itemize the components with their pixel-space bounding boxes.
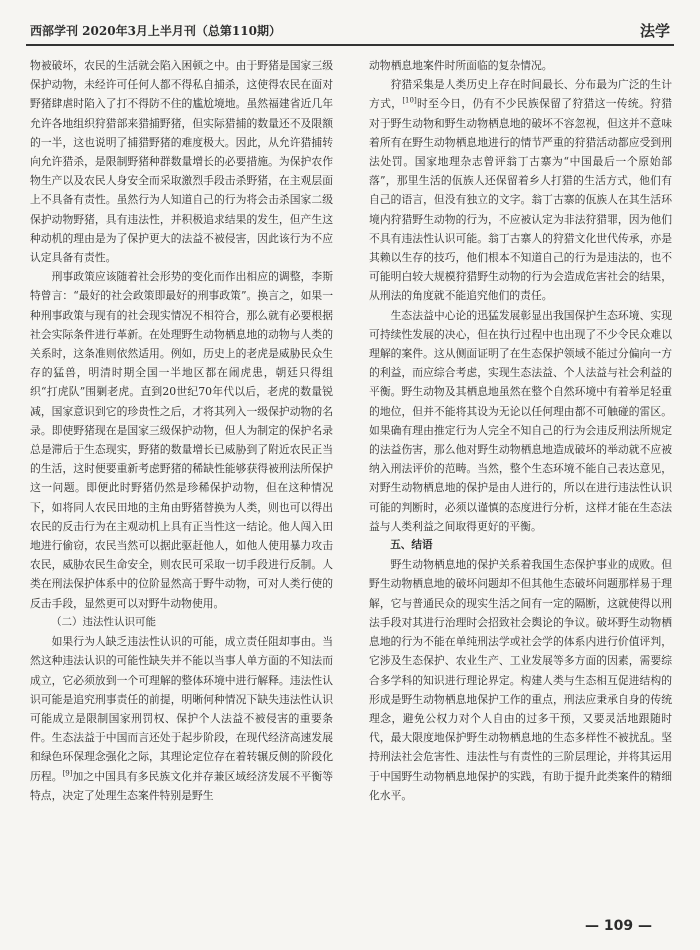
left-column [30,56,333,916]
paragraph [369,75,672,305]
paragraph-text: 时至今日，仍有不少民族保留了狩猎这一传统。狩猎对于野生动物和野生动物栖息地的破坏不容忽视，但这并不意味着所有在野生动物栖息地进行的情节严重的狩猎活动都应受到刑法处罚。国家地理杂志曾评翁丁古寨为“中国最后一个原始部落”，那里生活的佤族人还保留着乡人打猎的生活方式，他们有自己的语言，但没有独立的文字。翁丁古寨的佤族人在其生活环境内狩猎野生动物的行为，不应被认定为非法狩猎罪，因为他们不具有违法性认识可能。翁丁古寨人的狩猎文化世代传承，亦是其赖以生存的技巧，他们根本不知道自己的行为是违法的，也不可能明白较大规模狩猎野生动物的行为会造成危害社会的结果，从刑法的角度就不能追究他们的责任。 [369,97,672,303]
paragraph: 生态法益中心论的迅猛发展彰显出我国保护生态环境、实现可持续性发展的决心，但在执行过程中也出现了不少令民众难以理解的案件。这从侧面证明了在生态保护领域不能过分偏向一方的利益，而应综合考虑，实现生态法益、个人法益与社会利益的平衡。野生动物及其栖息地虽然在整个自然环境中有着举足轻重的地位，但并不能将其设为无论以任何理由都不可触碰的雷区。如果确有理由推定行为人完全不知自己的行为会违反刑法所规定的法益伤害，那么他对野生动物栖息地造成破坏的举动就不应被纳入刑法评价的范畴。当然，整个生态环境不能自己表达意见，对野生动物栖息地的保护是由人进行的，所以在进行违法性认识可能的判断时，必须以谨慎的态度进行分析，这样才能在生态法益与人类利益之间取得更好的平衡。 [369,308,672,533]
paragraph-text: 加之中国具有多民族文化并存兼区域经济发展不平衡等特点，决定了处理生态案件特别是野生 [30,769,333,802]
page-header [26,18,674,46]
paragraph: 刑事政策应该随着社会形势的变化而作出相应的调整，李斯特曾言：“最好的社会政策即最好的刑事政策”。换言之，如果一种刑事政策与现有的社会现实情况不相符合，那么就有必要根据社会实际条件进行革新。在处理野生动物栖息地的动物与人类的关系时，这条准则依然适用。例如，历史上的老虎是威胁民众生存的猛兽，明清时期全国一半地区都在闹虎患，朝廷只得组织“打虎队”围剿老虎。直到20世纪70年代以后，老虎的数量锐减，国家意识到它的珍贵性之后，才将其列入一级保护动物的名录。即使野猪现在是国家三级保护动物，但人为制定的保护名录总是滞后于生态现实，野猪的数量增长已威胁到了附近农民正当的生活，这时便要重新考虑野猪的稀缺性能够获得被刑法所保护这一问题。即便此时野猪仍然是珍稀保护动物，但在这种情况下，如将同人农民田地的主角由野猪替换为人类，则也可以得出农民的反击行为在主观动机上具有正当性这一结论。他人闯入田地进行偷窃，农民当然可以据此驱赶他人，如他人使用暴力攻击农民，威胁农民生命安全，则农民可采取一切手段进行反制。人类在刑法保护体系中的位阶显然高于野牛动物，可对人类行使的反击手段，显然更可以对野牛动物使用。 [30,270,333,610]
section-heading: 五、结语 [390,539,433,552]
page-number: — 109 — [585,918,652,934]
subsection-heading: （二）违法性认识可能 [51,615,156,628]
right-column [369,56,672,916]
section-label: 法学 [639,22,670,40]
paragraph-text: 狩猎采集是人类历史上存在时间最长、分布最为广泛的生计方式， [369,78,672,111]
footnote-ref: [9] [62,768,73,777]
footnote-ref: [10] [402,96,417,105]
paragraph: 物被破坏，农民的生活就会陷入困顿之中。由于野猪是国家三级保护动物，未经许可任何人都不得私自捕杀，这使得农民在面对野猪肆虐时陷入了打不得防不住的尴尬境地。虽然福建省近几年允许各地组织狩猎部来猎捕野猪，但实际猎捕的数量还不及限额的一半，这也说明了捕猎野猪的难度极大。因此，从允许猎捕转向允许猎杀，是限制野猪种群数量增长的必要措施。为保护农作物生产以及农民人身安全而采取激烈手段击杀野猪，在主观层面上不具备有责性。虽然行为人知道自己的行为将会击杀国家二级保护动物野猪，具有违法性，并积极追求结果的发生，但产生这种动机的理由是为了保护更大的法益不被侵害，因此该行为不应认定具备有责性。 [30,59,333,265]
paragraph [30,632,333,805]
paragraph: 野生动物栖息地的保护关系着我国生态保护事业的成败。但野生动物栖息地的破坏问题却不但其他生态破坏问题那样易于理解，它与普通民众的现实生活之间有一定的隔断，这就使得以刑法手段对其进行治理时会招致社会舆论的争议。破坏野生动物栖息地的行为不能在单纯刑法学或社会学的体系内进行价值评判，它涉及生态保护、农业生产、工业发展等多方面的因素，需要综合多学科的知识进行理论界定。构建人类与生态相互促进结构的形成是野生动物栖息地保护工作的重点，刑法应秉承自身的传统理念，避免公权力对个人自由的过多干预，又要灵活地跟随时代，最大限度地保护野生动物栖息地的生态多样性不被扰乱。坚持刑法社会危害性、违法性与有责性的三阶层理论，并将其运用于中国野生动物栖息地保护的实践，有助于提升此类案件的精细化水平。 [369,558,672,802]
paragraph-text: 如果行为人缺乏违法性认识的可能，成立责任阻却事由。当然这种违法认识的可能性缺失并不能以当事人单方面的不知法而成立，它必须放到一个可理解的整体环境中进行解释。违法性认识可能是追究刑事责任的前提，明晰何种情况下缺失违法性认识可能成立是限制国家刑罚权、保护个人法益不被侵害的重要条件。生态法益于中国而言还处于起步阶段，在现代经济高速发展和绿色环保理念强化之际，其理论定位存在着转辗反侧的阶段化历程。 [30,635,333,783]
paragraph: 动物栖息地案件时所面临的复杂情况。 [369,59,553,72]
journal-title: 西部学刊 2020年3月上半月刊（总第110期） [30,24,281,38]
